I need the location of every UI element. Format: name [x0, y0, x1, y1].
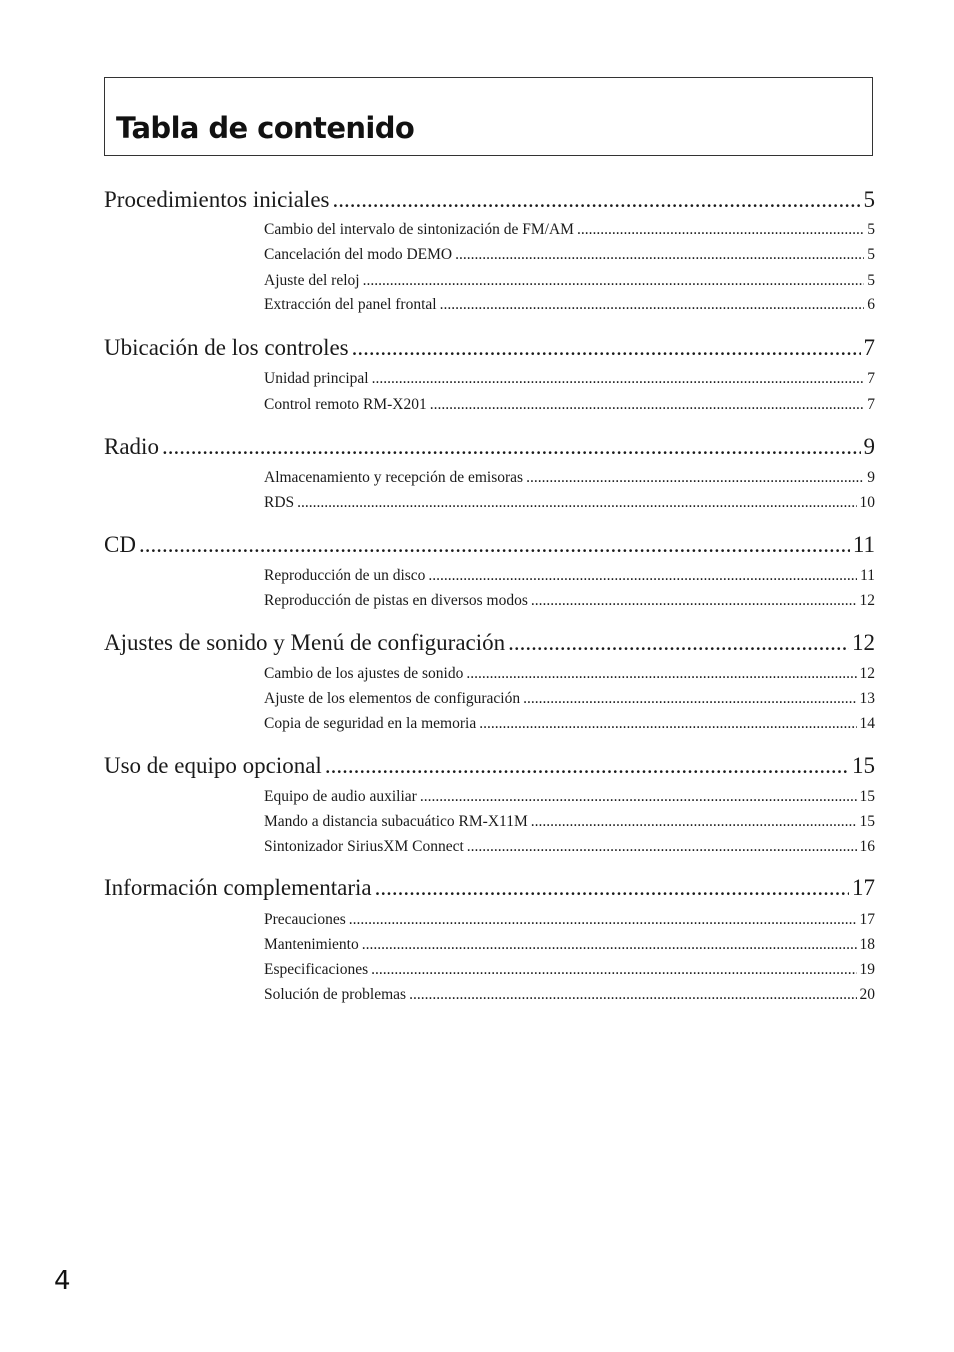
dot-leader — [371, 959, 856, 981]
toc-item-page: 7 — [867, 396, 875, 413]
toc-item[interactable] — [104, 394, 875, 416]
toc-item[interactable] — [104, 663, 875, 685]
dot-leader — [362, 934, 857, 956]
toc-item-page: 11 — [860, 567, 875, 584]
toc-item-page: 16 — [859, 838, 875, 855]
dot-leader — [297, 492, 856, 514]
toc-section[interactable] — [104, 185, 875, 215]
toc-item-title: Equipo de audio auxiliar — [264, 788, 417, 805]
toc-item-title: Almacenamiento y recepción de emisoras — [264, 469, 524, 486]
toc-section-title: Ajustes de sonido y Menú de configuración — [104, 630, 506, 655]
toc-item-page: 13 — [859, 690, 875, 707]
toc-item-title: Especificaciones — [264, 961, 369, 978]
dot-leader — [531, 590, 857, 612]
dot-leader — [428, 565, 857, 587]
dot-leader — [455, 244, 864, 266]
title-box — [104, 77, 873, 156]
toc-item[interactable] — [104, 565, 875, 587]
toc-item-page: 15 — [859, 813, 875, 830]
toc-section-page: 5 — [863, 187, 875, 212]
toc-item-title: Cambio del intervalo de sintonización de FM/AM — [264, 221, 574, 238]
toc-section-page: 12 — [852, 630, 875, 655]
toc-section-title: Información complementaria — [104, 875, 372, 900]
toc-section-page: 15 — [852, 753, 875, 778]
toc-item[interactable] — [104, 244, 875, 266]
dot-leader — [466, 663, 856, 685]
toc-section[interactable] — [104, 751, 875, 781]
toc-item-title: Precauciones — [264, 911, 346, 928]
toc-item-title: Cambio de los ajustes de sonido — [264, 665, 464, 682]
toc-item[interactable] — [104, 270, 875, 292]
toc-item-page: 12 — [859, 665, 875, 682]
toc-item-title: Unidad principal — [264, 370, 369, 387]
toc-item[interactable] — [104, 590, 875, 612]
toc-item-page: 5 — [867, 272, 875, 289]
dot-leader — [508, 628, 849, 658]
toc-item-page: 9 — [867, 469, 875, 486]
toc-item-page: 5 — [867, 221, 875, 238]
dot-leader — [363, 270, 865, 292]
toc-section[interactable] — [104, 873, 875, 903]
toc-section-page: 7 — [863, 335, 875, 360]
dot-leader — [523, 688, 856, 710]
toc-item-title: Solución de problemas — [264, 986, 407, 1003]
dot-leader — [467, 836, 857, 858]
toc-item[interactable] — [104, 786, 875, 808]
dot-leader — [332, 185, 860, 215]
toc-section-page: 17 — [852, 875, 875, 900]
toc-item-title: Cancelación del modo DEMO — [264, 246, 453, 263]
toc-item-title: Mando a distancia subacuático RM-X11M — [264, 813, 528, 830]
dot-leader — [352, 333, 861, 363]
dot-leader — [440, 294, 865, 316]
toc-section-title: Uso de equipo opcional — [104, 753, 322, 778]
toc-item[interactable] — [104, 934, 875, 956]
toc-item-title: Ajuste del reloj — [264, 272, 360, 289]
toc-item[interactable] — [104, 909, 875, 931]
toc-item-page: 17 — [859, 911, 875, 928]
toc-item-page: 7 — [867, 370, 875, 387]
toc-item[interactable] — [104, 836, 875, 858]
toc-item-page: 12 — [859, 592, 875, 609]
toc-item[interactable] — [104, 294, 875, 316]
toc-item-title: Control remoto RM-X201 — [264, 396, 427, 413]
dot-leader — [162, 432, 861, 462]
toc-item-title: Sintonizador SiriusXM Connect — [264, 838, 464, 855]
toc-item[interactable] — [104, 713, 875, 735]
dot-leader — [325, 751, 849, 781]
toc-section[interactable] — [104, 333, 875, 363]
toc-item-title: Reproducción de pistas en diversos modos — [264, 592, 528, 609]
toc-item-page: 14 — [859, 715, 875, 732]
dot-leader — [526, 467, 864, 489]
toc-item[interactable] — [104, 811, 875, 833]
toc-item-title: RDS — [264, 494, 295, 511]
dot-leader — [420, 786, 857, 808]
toc-section-title: Procedimientos iniciales — [104, 187, 330, 212]
dot-leader — [430, 394, 865, 416]
page-number: 4 — [54, 1266, 71, 1296]
toc-section-title: CD — [104, 532, 136, 557]
dot-leader — [577, 219, 864, 241]
toc-item-page: 19 — [859, 961, 875, 978]
toc-section[interactable] — [104, 530, 875, 560]
toc-section[interactable] — [104, 432, 875, 462]
toc-item-title: Reproducción de un disco — [264, 567, 426, 584]
toc-item[interactable] — [104, 984, 875, 1006]
toc-item[interactable] — [104, 688, 875, 710]
toc-section[interactable] — [104, 628, 875, 658]
toc-item[interactable] — [104, 492, 875, 514]
toc-item[interactable] — [104, 368, 875, 390]
toc-item-title: Mantenimiento — [264, 936, 359, 953]
toc-item[interactable] — [104, 959, 875, 981]
dot-leader — [139, 530, 850, 560]
toc-section-title: Radio — [104, 434, 159, 459]
toc-item-page: 18 — [859, 936, 875, 953]
dot-leader — [372, 368, 865, 390]
toc-item-page: 5 — [867, 246, 875, 263]
toc-item-title: Extracción del panel frontal — [264, 296, 437, 313]
page-title: Tabla de contenido — [116, 111, 415, 145]
toc-section-page: 9 — [863, 434, 875, 459]
dot-leader — [479, 713, 856, 735]
dot-leader — [531, 811, 857, 833]
dot-leader — [349, 909, 857, 931]
dot-leader — [375, 873, 849, 903]
toc-item-page: 10 — [859, 494, 875, 511]
toc-item[interactable] — [104, 219, 875, 241]
toc-section-title: Ubicación de los controles — [104, 335, 349, 360]
toc-item-page: 20 — [859, 986, 875, 1003]
toc-item-page: 15 — [859, 788, 875, 805]
dot-leader — [409, 984, 856, 1006]
toc-item-title: Ajuste de los elementos de configuración — [264, 690, 521, 707]
toc-item-page: 6 — [867, 296, 875, 313]
toc-section-page: 11 — [852, 532, 875, 557]
toc-item[interactable] — [104, 467, 875, 489]
toc-item-title: Copia de seguridad en la memoria — [264, 715, 477, 732]
